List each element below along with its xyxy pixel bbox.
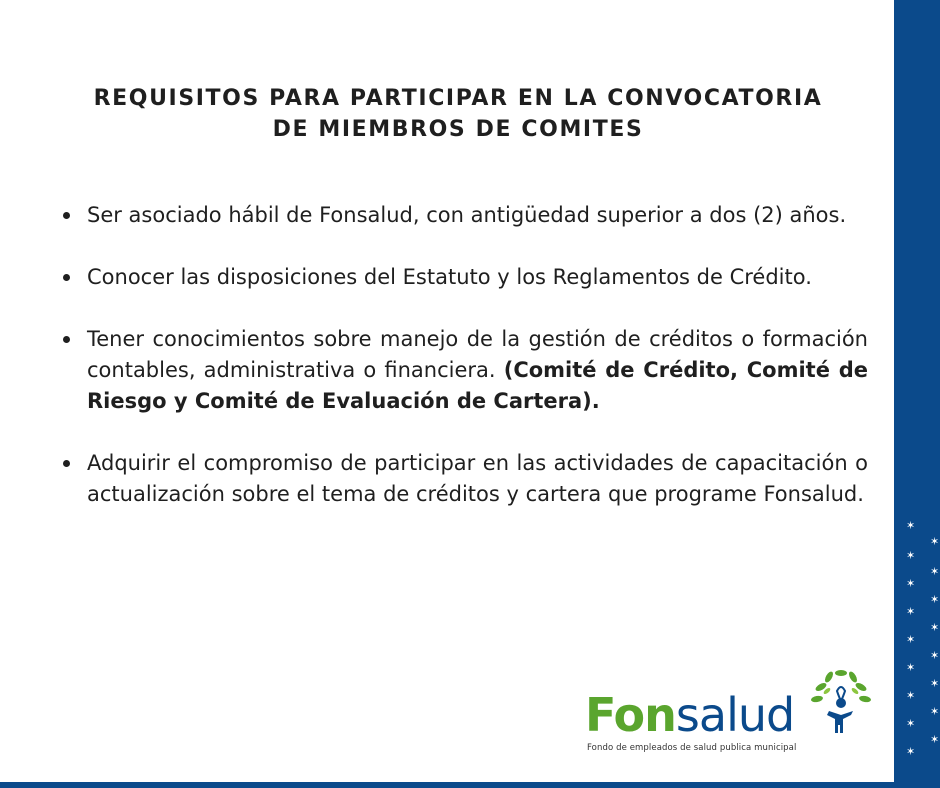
fonsalud-logo [585,665,875,760]
star-icon: ✶ [930,677,940,690]
star-icon: ✶ [930,621,940,634]
star-icon: ✶ [906,577,916,590]
star-icon: ✶ [906,633,916,646]
list-item [60,324,868,417]
star-icon: ✶ [930,649,940,662]
requirement-text: Adquirir el compromiso de participar en las actividades de capacitación o actualización sobre el tema de créditos y cartera que programe Fonsalud. [87,451,868,506]
logo-word-salud: salud [675,688,795,742]
star-icon: ✶ [906,661,916,674]
requirement-text: Tener conocimientos sobre manejo de la gestión de créditos o formación contables, administrativa o financiera. [87,327,868,382]
title-line-2: DE MIEMBROS DE COMITES [272,117,644,142]
star-icon: ✶ [930,593,940,606]
requirement-text: Ser asociado hábil de Fonsalud, con antigüedad superior a dos (2) años. [87,203,847,227]
star-icon: ✶ [906,605,916,618]
star-icon: ✶ [930,565,940,578]
tree-person-icon [807,665,875,743]
requirement-text: Conocer las disposiciones del Estatuto y los Reglamentos de Crédito. [87,265,812,289]
list-item [60,448,868,510]
star-icon: ✶ [906,549,916,562]
list-item [60,200,868,231]
side-decoration-bar [894,0,940,788]
list-item [60,262,868,293]
star-icon: ✶ [906,717,916,730]
logo-tagline: Fondo de empleados de salud publica municipal [587,743,797,753]
logo-wordmark [585,689,794,741]
star-icon: ✶ [930,535,940,548]
star-icon: ✶ [906,689,916,702]
star-icon: ✶ [906,519,916,532]
page-title [40,83,876,145]
requirements-list [60,200,868,541]
star-icon: ✶ [906,745,916,758]
star-icon: ✶ [930,733,940,746]
logo-word-fon: Fon [585,688,676,742]
title-line-1: REQUISITOS PARA PARTICIPAR EN LA CONVOCATORIA [93,86,823,111]
star-icon: ✶ [930,705,940,718]
requirement-bold-note: (Comité de Crédito, Comité de Riesgo y Comité de Evaluación de Cartera). [87,358,868,413]
